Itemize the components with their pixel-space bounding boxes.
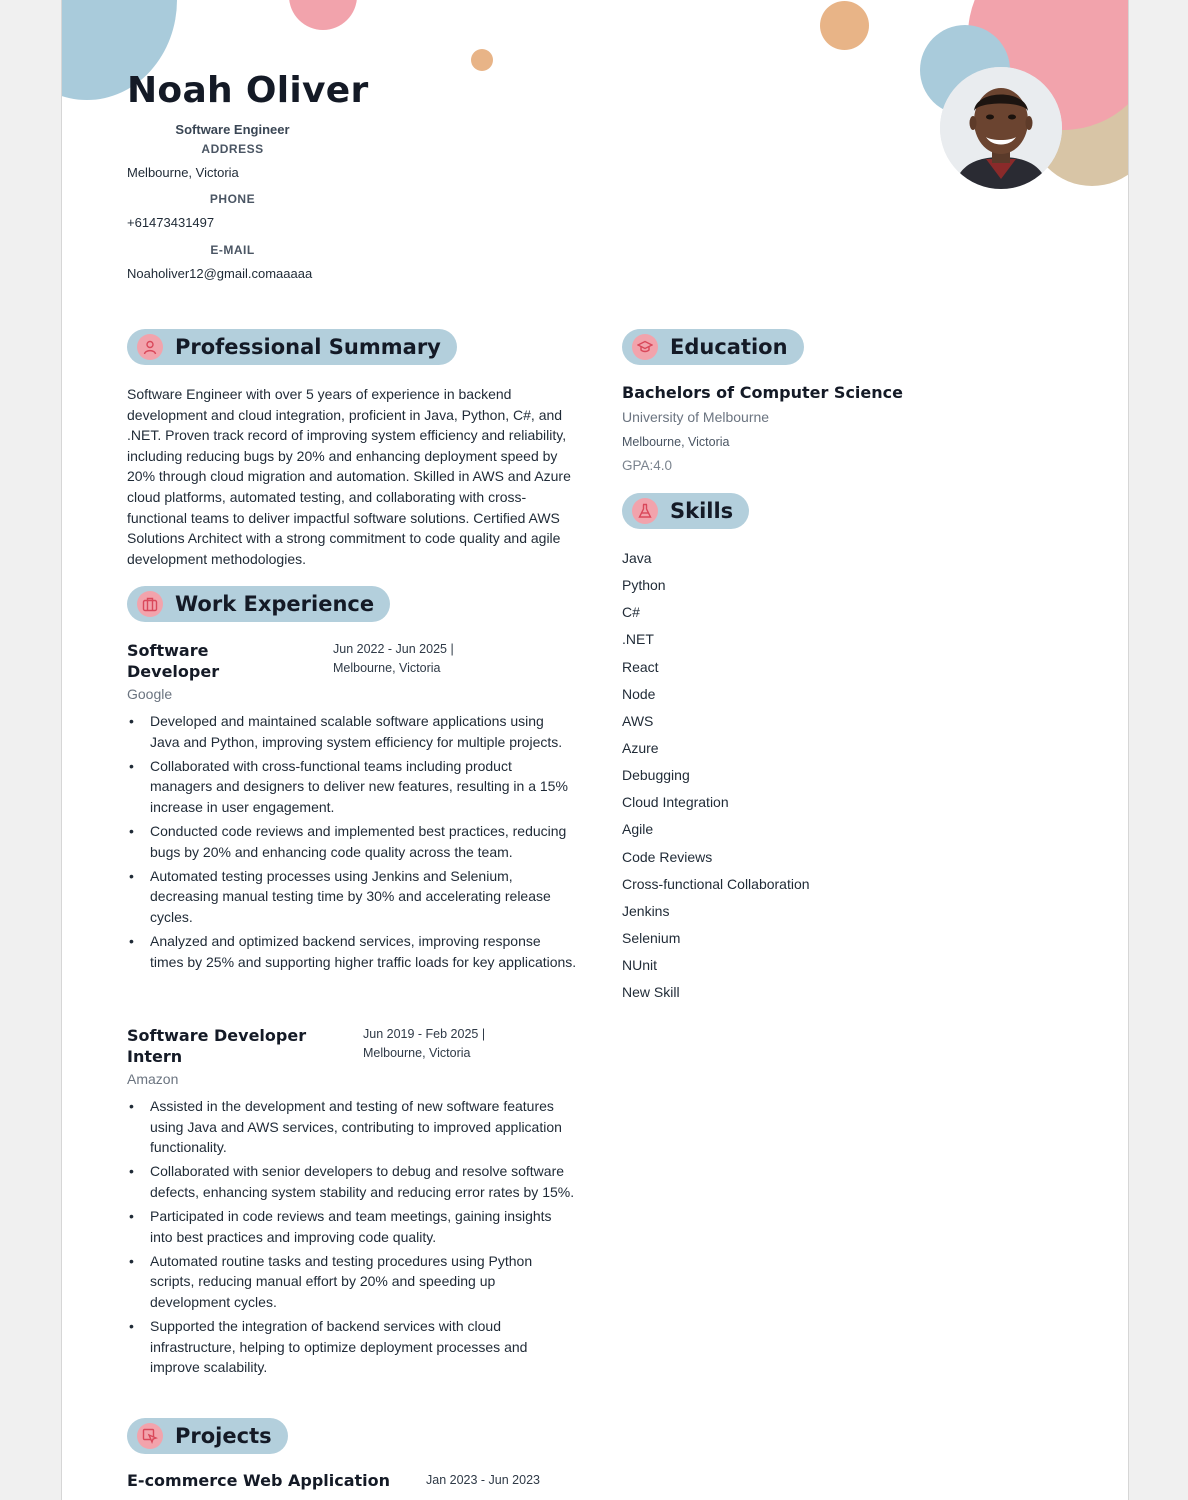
list-item: • Collaborated with cross-functional teams including product managers and designers to deliver new features, resulting in a 15% increase in user engagement. (129, 757, 568, 815)
section-header-experience (127, 586, 390, 622)
section-header-summary (127, 329, 457, 365)
list-item: • Assisted in the development and testing of new software features using Java and AWS services, contributing to improved application functionality. (129, 1098, 562, 1155)
list-item: • Automated testing processes using Jenkins and Selenium, decreasing manual testing time by 30% and accelerating release cycles. (129, 867, 551, 925)
skill-item: Debugging (622, 767, 690, 784)
decorative-circle (820, 1, 869, 50)
section-title: Professional Summary (175, 335, 441, 359)
skill-item: Java (622, 550, 652, 566)
decorative-circle (289, 0, 357, 30)
profile-photo (940, 67, 1062, 189)
resume-page (61, 0, 1129, 1500)
section-header-projects (127, 1418, 288, 1454)
skill-item: Jenkins (622, 902, 670, 919)
job-title: Software Developer Intern (127, 1026, 307, 1066)
address-value: Melbourne, Victoria (127, 165, 239, 180)
briefcase-icon (137, 591, 163, 617)
email-value: Noaholiver12@gmail.comaaaaa (127, 266, 313, 281)
skill-item: Code Reviews (622, 848, 713, 865)
project-dates: Jan 2023 - Jun 2023 (426, 1473, 540, 1487)
section-title: Education (670, 335, 788, 359)
skill-item: React (622, 658, 659, 675)
job-bullets (127, 1096, 577, 1381)
section-header-skills (622, 493, 749, 529)
skills-list (622, 549, 810, 1010)
list-item: • Participated in code reviews and team meetings, gaining insights into best practices and improving code quality. (129, 1208, 552, 1245)
section-header-education (622, 329, 804, 365)
education-university: University of Melbourne (622, 409, 770, 425)
section-title: Projects (175, 1424, 272, 1448)
user-icon (137, 334, 163, 360)
address-label: ADDRESS (201, 142, 264, 156)
graduation-cap-icon (632, 334, 658, 360)
candidate-name: Noah Oliver (127, 70, 369, 111)
project-title: E-commerce Web Application (127, 1471, 391, 1490)
job-bullets (127, 711, 577, 976)
job-location: Melbourne, Victoria (363, 1046, 471, 1060)
list-item: • Automated routine tasks and testing procedures using Python scripts, reducing manual effort by 20% and speeding up development cycles. (129, 1252, 533, 1310)
job-dates: Jun 2019 - Feb 2025 | (363, 1027, 486, 1041)
skill-item: Azure (622, 739, 659, 756)
list-item: • Developed and maintained scalable software applications using Java and Python, improving system efficiency for multiple projects. (129, 713, 563, 750)
avatar-icon (940, 67, 1062, 189)
job-company: Google (127, 686, 173, 702)
skill-item: Python (622, 577, 666, 594)
list-item: • Analyzed and optimized backend services, improving response times by 25% and supporting higher traffic loads for key applications. (129, 933, 577, 970)
section-title: Skills (670, 499, 734, 523)
skill-item: AWS (622, 712, 654, 729)
pointer-icon (137, 1423, 163, 1449)
skill-item: Selenium (622, 929, 681, 946)
education-gpa: GPA:4.0 (622, 458, 673, 473)
phone-label: PHONE (209, 192, 256, 206)
job-title: Software Developer (127, 641, 220, 681)
job-location: Melbourne, Victoria (333, 661, 441, 675)
phone-value: +61473431497 (127, 215, 215, 230)
skill-item: Cross-functional Collaboration (622, 875, 810, 892)
education-degree: Bachelors of Computer Science (622, 383, 903, 402)
flask-icon (632, 498, 658, 524)
skill-item: Node (622, 685, 656, 702)
list-item: • Supported the integration of backend services with cloud infrastructure, helping to optimize deployment processes and improve scalability. (129, 1318, 528, 1376)
skill-item: New Skill (622, 984, 680, 1001)
skill-item: Agile (622, 821, 654, 838)
decorative-circle (471, 49, 493, 71)
summary-text: Software Engineer with over 5 years of experience in backend development and cloud integration, proficient in Java, Python, C#, and .NET. Proven track record of improving system efficiency and reliability, including reducing bugs by 20% and enhancing deployment speed by 20% through cloud migration and automation. Skilled in AWS and Azure cloud platforms, automated testing, and collaborating with cross-functional teams to deliver impactful software solutions. Certified AWS Solutions Architect with a strong commitment to code quality and agile development methodologies. (127, 386, 571, 567)
job-company: Amazon (127, 1071, 179, 1087)
skill-item: Cloud Integration (622, 794, 729, 811)
skill-item: NUnit (622, 957, 658, 974)
job-dates: Jun 2022 - Jun 2025 | (333, 642, 454, 656)
list-item: • Conducted code reviews and implemented best practices, reducing bugs by 20% and enhancing code quality across the team. (129, 823, 567, 860)
skill-item: .NET (622, 631, 654, 648)
candidate-role: Software Engineer (175, 122, 290, 137)
skill-item: C# (622, 604, 640, 621)
list-item: • Collaborated with senior developers to debug and resolve software defects, enhancing system stability and reducing error rates by 15%. (129, 1163, 575, 1200)
section-title: Work Experience (175, 592, 375, 616)
education-location: Melbourne, Victoria (622, 435, 730, 449)
email-label: E-MAIL (210, 243, 255, 257)
